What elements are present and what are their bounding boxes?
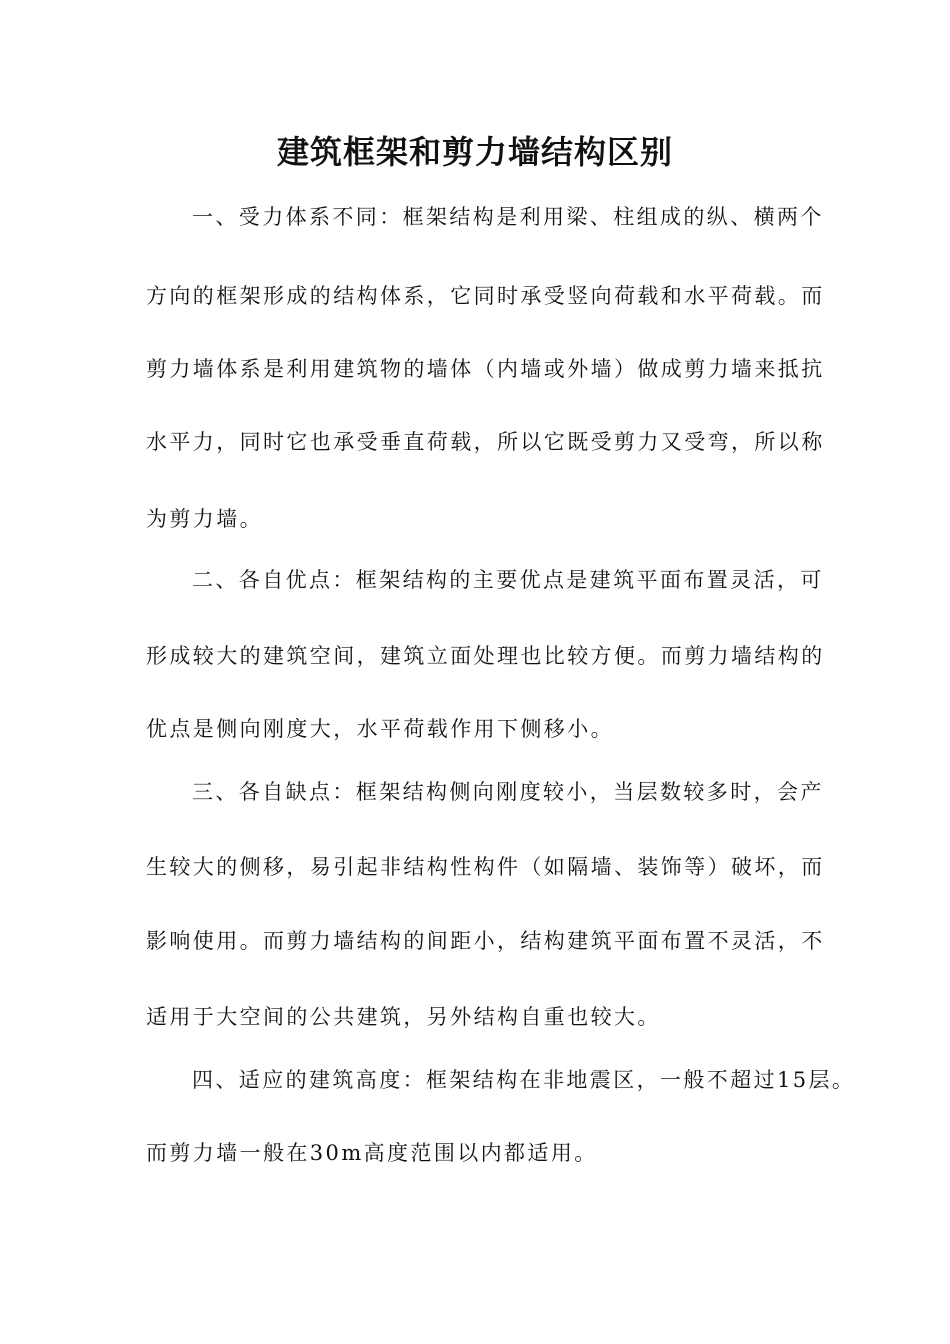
paragraph-line: 而剪力墙一般在30m高度范围以内都适用。 [146,1141,598,1165]
paragraph-line: 适用于大空间的公共建筑，另外结构自重也较大。 [146,1005,661,1029]
paragraph-line: 四、适应的建筑高度：框架结构在非地震区，一般不超过15层。 [192,1068,856,1092]
document-title: 建筑框架和剪力墙结构区别 [276,133,673,171]
paragraph-line: 水平力，同时它也承受垂直荷载，所以它既受剪力又受弯，所以称 [146,430,825,454]
paragraph-line: 方向的框架形成的结构体系，它同时承受竖向荷载和水平荷载。而 [146,284,825,308]
paragraph-line: 一、受力体系不同：框架结构是利用梁、柱组成的纵、横两个 [192,205,824,229]
paragraph-line: 形成较大的建筑空间，建筑立面处理也比较方便。而剪力墙结构的 [146,644,825,668]
paragraph-line: 影响使用。而剪力墙结构的间距小，结构建筑平面布置不灵活，不 [146,929,825,953]
paragraph-line: 二、各自优点：框架结构的主要优点是建筑平面布置灵活，可 [192,568,824,592]
paragraph-line: 优点是侧向刚度大，水平荷载作用下侧移小。 [146,717,614,741]
paragraph-line: 生较大的侧移，易引起非结构性构件（如隔墙、装饰等）破坏，而 [146,855,825,879]
paragraph-line: 剪力墙体系是利用建筑物的墙体（内墙或外墙）做成剪力墙来抵抗 [146,357,825,381]
paragraph-line: 为剪力墙。 [146,507,263,531]
paragraph-line: 三、各自缺点：框架结构侧向刚度较小，当层数较多时，会产 [192,780,824,804]
